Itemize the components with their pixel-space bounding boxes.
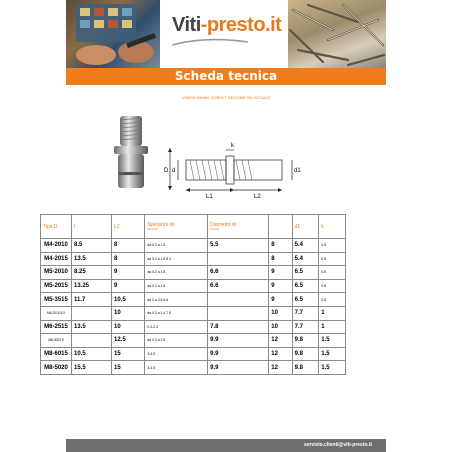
cell-c6: 10 [269, 320, 292, 334]
cell-k: 1.5 [319, 347, 346, 361]
cell-d1: 6.5 [292, 279, 319, 293]
product-subtitle: V04095 Rivetto GOBOLT DEGOMETAL ACCIAIO [182, 95, 270, 100]
col-header-spessore-label: Spessore di [147, 222, 174, 228]
tools-photo [66, 0, 160, 68]
col-header-d1: d1 [292, 215, 319, 239]
cell-code: M8-3020 9 [41, 334, 72, 348]
cell-spessore: da 0.2 a 1.8 [145, 279, 208, 293]
cell-l1: 8.25 [72, 266, 112, 280]
table-row [41, 347, 346, 361]
col-header-k: k [319, 215, 346, 239]
cell-c6: 12 [269, 347, 292, 361]
dim-label-d1: d1 [294, 168, 301, 174]
cell-d1: 9.8 [292, 334, 319, 348]
cell-d1: 5.4 [292, 252, 319, 266]
cell-l2: 10.5 [112, 293, 145, 307]
col-header-tipo: Tipo D [41, 215, 72, 239]
footer-email[interactable]: servizio.clienti@viti-presto.it [304, 442, 372, 448]
header [66, 0, 386, 68]
cell-k: 0.8 [319, 293, 346, 307]
table-row [41, 361, 346, 375]
cell-diam: 6.6 [208, 279, 269, 293]
cell-k: 0.8 [319, 279, 346, 293]
table-row [41, 306, 346, 320]
logo-text-viti: Viti [172, 14, 201, 36]
cell-spessore: 0.3-2.4 [145, 320, 208, 334]
cell-d1: 6.5 [292, 293, 319, 307]
table-body [41, 239, 346, 375]
col-header-blank [269, 215, 292, 239]
cell-spessore: da 0.3 a 1.4 7.8 [145, 306, 208, 320]
cell-spessore: da 0.2 a 1.8 5.3 [145, 252, 208, 266]
col-header-l2: L2 [112, 215, 145, 239]
cell-d1: 7.7 [292, 306, 319, 320]
cell-k: 1.5 [319, 334, 346, 348]
rivet-photo-image [110, 112, 154, 194]
screws-photo [288, 0, 386, 68]
table-row [41, 252, 346, 266]
cell-code: M5-2015 [41, 279, 72, 293]
cell-diam: 7.8 [208, 320, 269, 334]
cell-diam: 9.9 [208, 334, 269, 348]
col-header-diametro [208, 215, 269, 239]
cell-code: M4-2015 [41, 252, 72, 266]
cell-k: 1 [319, 306, 346, 320]
cell-l1: 8.5 [72, 239, 112, 253]
cell-code: M6-2010 8.5 [41, 306, 72, 320]
cell-l2: 8 [112, 252, 145, 266]
cell-code: M5-3515 [41, 293, 72, 307]
specs-table [40, 214, 346, 375]
cell-l2: 15 [112, 347, 145, 361]
cell-l2: 8 [112, 239, 145, 253]
table-header-row [41, 215, 346, 239]
cell-diam: 6.6 [208, 266, 269, 280]
cell-c6: 9 [269, 266, 292, 280]
cell-diam [208, 293, 269, 307]
cell-c6: 12 [269, 334, 292, 348]
cell-c6: 9 [269, 293, 292, 307]
cell-k: 0.8 [319, 252, 346, 266]
dim-label-D: D [164, 168, 169, 174]
cell-k: 0.8 [319, 266, 346, 280]
cell-l1 [72, 334, 112, 348]
footer-bar [66, 439, 386, 452]
cell-l2: 12.5 [112, 334, 145, 348]
cell-spessore: da 0.3 a 2.9 [145, 334, 208, 348]
site-logo[interactable] [172, 14, 281, 37]
cell-l2: 9 [112, 266, 145, 280]
cell-c6: 12 [269, 361, 292, 375]
cell-k: 1.5 [319, 361, 346, 375]
cell-l2: 10 [112, 306, 145, 320]
dim-label-d: d [172, 168, 176, 174]
cell-d1: 9.8 [292, 361, 319, 375]
cell-d1: 9.8 [292, 347, 319, 361]
cell-diam [208, 306, 269, 320]
cell-diam: 9.9 [208, 347, 269, 361]
cell-c6: 10 [269, 306, 292, 320]
cell-diam: 5.5 [208, 239, 269, 253]
cell-d1: 6.5 [292, 266, 319, 280]
cell-code: M8-5020 [41, 361, 72, 375]
cell-d1: 5.4 [292, 239, 319, 253]
dim-label-k: k [231, 143, 234, 149]
cell-spessore: da 0.2 a 1.8 [145, 239, 208, 253]
col-header-diametro-sub: foratura [210, 228, 220, 231]
table-row [41, 266, 346, 280]
logo-swoosh-icon [170, 38, 250, 48]
cell-diam [208, 252, 269, 266]
col-header-spessore-sub: chiusura [147, 228, 158, 231]
cell-l2: 10 [112, 320, 145, 334]
cell-k: 0.8 [319, 239, 346, 253]
table-row [41, 334, 346, 348]
dim-label-L1: L1 [206, 194, 213, 200]
cell-d1: 7.7 [292, 320, 319, 334]
logo-text-domain: -presto.it [200, 14, 282, 36]
table-row [41, 320, 346, 334]
col-header-spessore [145, 215, 208, 239]
dim-label-L2: L2 [254, 194, 261, 200]
col-header-l1: l [72, 215, 112, 239]
table-row [41, 279, 346, 293]
cell-spessore: da 2 a 3.5 6.6 [145, 293, 208, 307]
cell-spessore: da 0.2 a 1.8 [145, 266, 208, 280]
rivet-dimension-diagram [164, 140, 314, 210]
cell-code: M4-2010 [41, 239, 72, 253]
section-banner: Scheda tecnica [66, 68, 386, 85]
cell-l1: 15.5 [72, 361, 112, 375]
cell-spessore: 3-4.5 [145, 347, 208, 361]
table-row [41, 293, 346, 307]
cell-code: M6-2515 [41, 320, 72, 334]
cell-code: M8-6015 [41, 347, 72, 361]
cell-l2: 15 [112, 361, 145, 375]
cell-code: M5-2010 [41, 266, 72, 280]
cell-diam: 9.9 [208, 361, 269, 375]
cell-spessore: 3-4.5 [145, 361, 208, 375]
cell-l1: 13.5 [72, 252, 112, 266]
cell-l1: 11.7 [72, 293, 112, 307]
cell-l1 [72, 306, 112, 320]
cell-l1: 13.5 [72, 320, 112, 334]
cell-l2: 9 [112, 279, 145, 293]
cell-k: 1 [319, 320, 346, 334]
col-header-diametro-label: Diametro di [210, 222, 236, 228]
cell-c6: 8 [269, 252, 292, 266]
cell-l1: 13.25 [72, 279, 112, 293]
cell-l1: 10.5 [72, 347, 112, 361]
cell-c6: 8 [269, 239, 292, 253]
table-row [41, 239, 346, 253]
cell-c6: 9 [269, 279, 292, 293]
